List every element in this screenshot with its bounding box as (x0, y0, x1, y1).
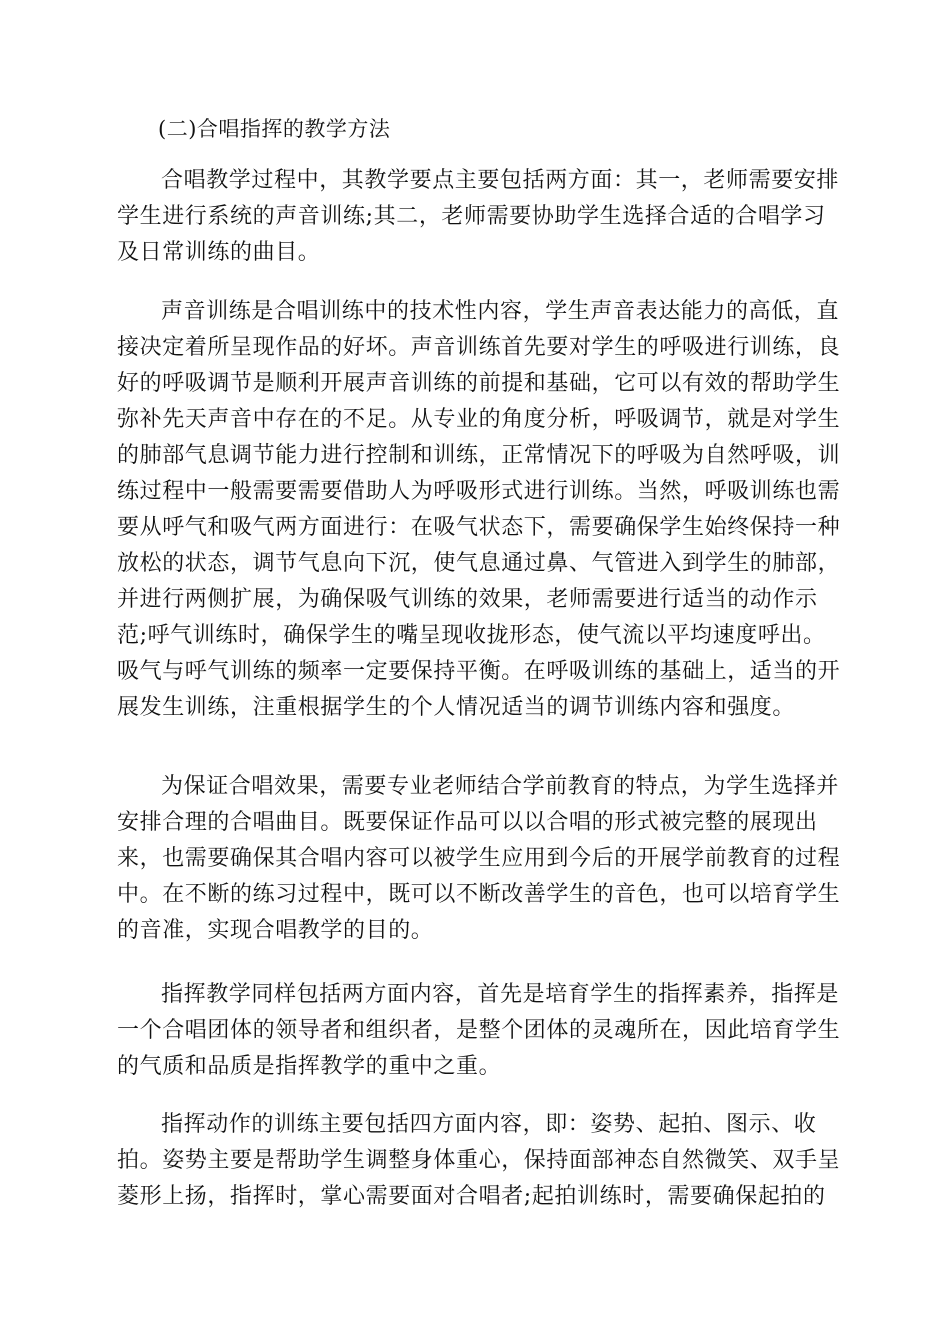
paragraph-5 (117, 1107, 841, 1215)
paragraph-line: 一个合唱团体的领导者和组织者，是整个团体的灵魂所在，因此培育学生 (117, 1018, 841, 1043)
paragraph-1 (117, 163, 840, 271)
paragraph-line: 并进行两侧扩展，为确保吸气训练的效果，老师需要进行适当的动作示 (117, 587, 818, 612)
paragraph-line: 范;呼气训练时，确保学生的嘴呈现收拢形态，使气流以平均速度呼出。 (117, 623, 826, 648)
paragraph-line: 指挥动作的训练主要包括四方面内容，即：姿势、起拍、图示、收 (161, 1112, 817, 1137)
paragraph-line: 来，也需要确保其合唱内容可以被学生应用到今后的开展学前教育的过程 (117, 846, 841, 871)
paragraph-line: 安排合理的合唱曲目。既要保证作品可以以合唱的形式被完整的展现出 (117, 810, 818, 835)
paragraph-line: 合唱教学过程中，其教学要点主要包括两方面：其一，老师需要安排 (161, 168, 840, 193)
paragraph-line: 中。在不断的练习过程中，既可以不断改善学生的音色，也可以培育学生 (117, 882, 841, 907)
paragraph-line: 指挥教学同样包括两方面内容，首先是培育学生的指挥素养，指挥是 (161, 982, 840, 1007)
paragraph-line: 的音准，实现合唱教学的目的。 (117, 918, 434, 943)
paragraph-line: 的肺部气息调节能力进行控制和训练，正常情况下的呼吸为自然呼吸，训 (117, 443, 841, 468)
paragraph-line: 放松的状态，调节气息向下沉，使气息通过鼻、气管进入到学生的肺部， (117, 551, 841, 576)
paragraph-line: 声音训练是合唱训练中的技术性内容，学生声音表达能力的高低，直 (161, 299, 840, 324)
paragraph-line: 吸气与呼气训练的频率一定要保持平衡。在呼吸训练的基础上，适当的开 (117, 659, 841, 684)
paragraph-line: 为保证合唱效果，需要专业老师结合学前教育的特点，为学生选择并 (161, 774, 840, 799)
paragraph-line: 学生进行系统的声音训练;其二，老师需要协助学生选择合适的合唱学习 (117, 204, 826, 229)
section-heading: (二)合唱指挥的教学方法 (158, 117, 391, 141)
paragraph-line: 的气质和品质是指挥教学的重中之重。 (117, 1054, 502, 1079)
paragraph-line: 好的呼吸调节是顺利开展声音训练的前提和基础，它可以有效的帮助学生 (117, 371, 841, 396)
paragraph-line: 拍。姿势主要是帮助学生调整身体重心，保持面部神态自然微笑、双手呈 (117, 1148, 841, 1173)
paragraph-line: 及日常训练的曲目。 (117, 240, 321, 265)
paragraph-line: 菱形上扬，指挥时，掌心需要面对合唱者;起拍训练时，需要确保起拍的 (117, 1184, 826, 1209)
paragraph-line: 接决定着所呈现作品的好坏。声音训练首先要对学生的呼吸进行训练，良 (117, 335, 841, 360)
paragraph-line: 弥补先天声音中存在的不足。从专业的角度分析，呼吸调节，就是对学生 (117, 407, 841, 432)
paragraph-2 (117, 294, 841, 726)
paragraph-line: 要从呼气和吸气两方面进行：在吸气状态下，需要确保学生始终保持一种 (117, 515, 841, 540)
paragraph-line: 展发生训练，注重根据学生的个人情况适当的调节训练内容和强度。 (117, 695, 796, 720)
paragraph-line: 练过程中一般需要需要借助人为呼吸形式进行训练。当然，呼吸训练也需 (117, 479, 841, 504)
paragraph-3 (117, 769, 841, 949)
paragraph-4 (117, 977, 841, 1085)
